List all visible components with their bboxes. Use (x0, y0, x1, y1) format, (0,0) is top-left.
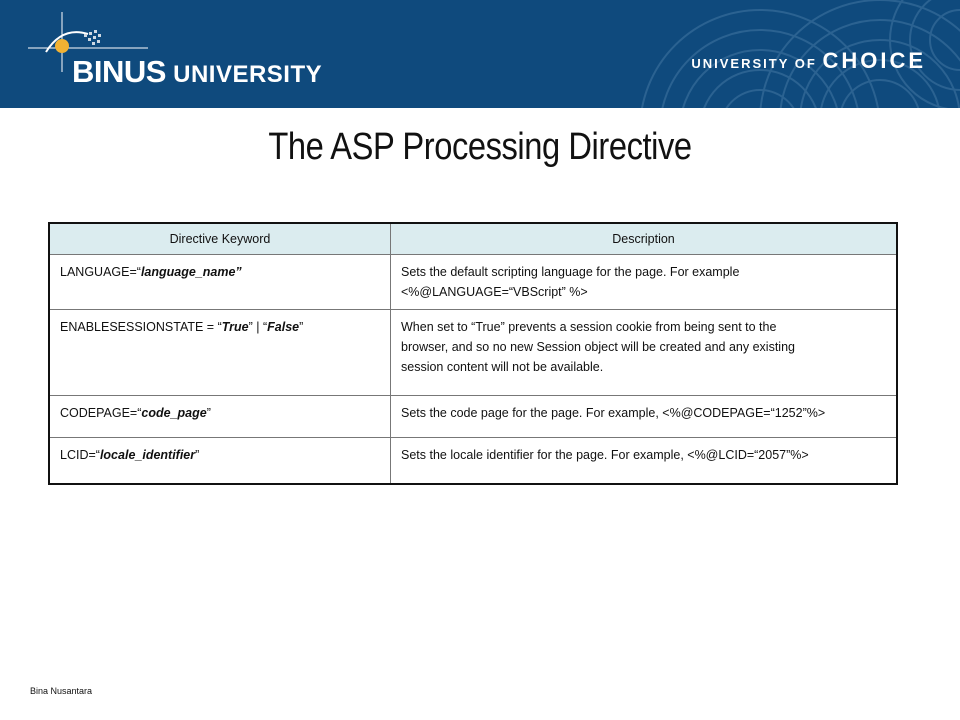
description-line: browser, and so no new Session object will be created and any existing (401, 340, 795, 354)
keyword-text: ” | “ (248, 320, 268, 334)
description-line: Sets the locale identifier for the page. For example, <%@LCID=“2057”%> (401, 448, 809, 462)
keyword-text: ” (206, 406, 211, 420)
keyword-text: LANGUAGE=“ (60, 265, 141, 279)
description-cell (391, 438, 898, 484)
description-line: <%@LANGUAGE=“VBScript” %> (401, 285, 588, 299)
keyword-param: True (221, 320, 249, 334)
description-cell (391, 255, 898, 310)
table-row (49, 310, 897, 396)
table-row (49, 438, 897, 484)
description-line: Sets the default scripting language for the page. For example (401, 265, 740, 279)
keyword-param: code_page (141, 406, 207, 420)
brand-big: BINUS (72, 54, 166, 89)
table-row (49, 396, 897, 438)
description-cell (391, 396, 898, 438)
header-banner (0, 0, 960, 108)
description-line: When set to “True” prevents a session cookie from being sent to the (401, 320, 777, 334)
directive-table (48, 222, 898, 485)
keyword-cell (49, 396, 391, 438)
brand-rest: UNIVERSITY (165, 61, 323, 88)
header-directive-keyword: Directive Keyword (49, 223, 391, 255)
keyword-text: ” (299, 320, 304, 334)
keyword-param: locale_identifier (99, 448, 196, 462)
keyword-text: ENABLESESSIONSTATE = “ (60, 320, 222, 334)
keyword-cell (49, 438, 391, 484)
keyword-text: ” (195, 448, 200, 462)
slide-title: The ASP Processing Directive (268, 126, 692, 168)
keyword-text: LCID=“ (60, 448, 100, 462)
brand-wordmark (72, 54, 322, 90)
keyword-cell (49, 255, 391, 310)
description-cell (391, 310, 898, 396)
description-line: Sets the code page for the page. For example, <%@CODEPAGE=“1252”%> (401, 406, 826, 420)
keyword-text: CODEPAGE=“ (60, 406, 142, 420)
footer-text: Bina Nusantara (30, 686, 93, 696)
keyword-param: False (267, 320, 300, 334)
keyword-cell (49, 310, 391, 396)
header-description: Description (391, 223, 898, 255)
description-line: session content will not be available. (401, 360, 604, 374)
keyword-param: language_name” (140, 265, 242, 279)
tagline-choice: CHOICE (822, 48, 926, 73)
tagline-small: UNIVERSITY OF (691, 56, 823, 71)
table-row (49, 255, 897, 310)
tagline (691, 48, 926, 74)
table-header-row (49, 223, 897, 255)
